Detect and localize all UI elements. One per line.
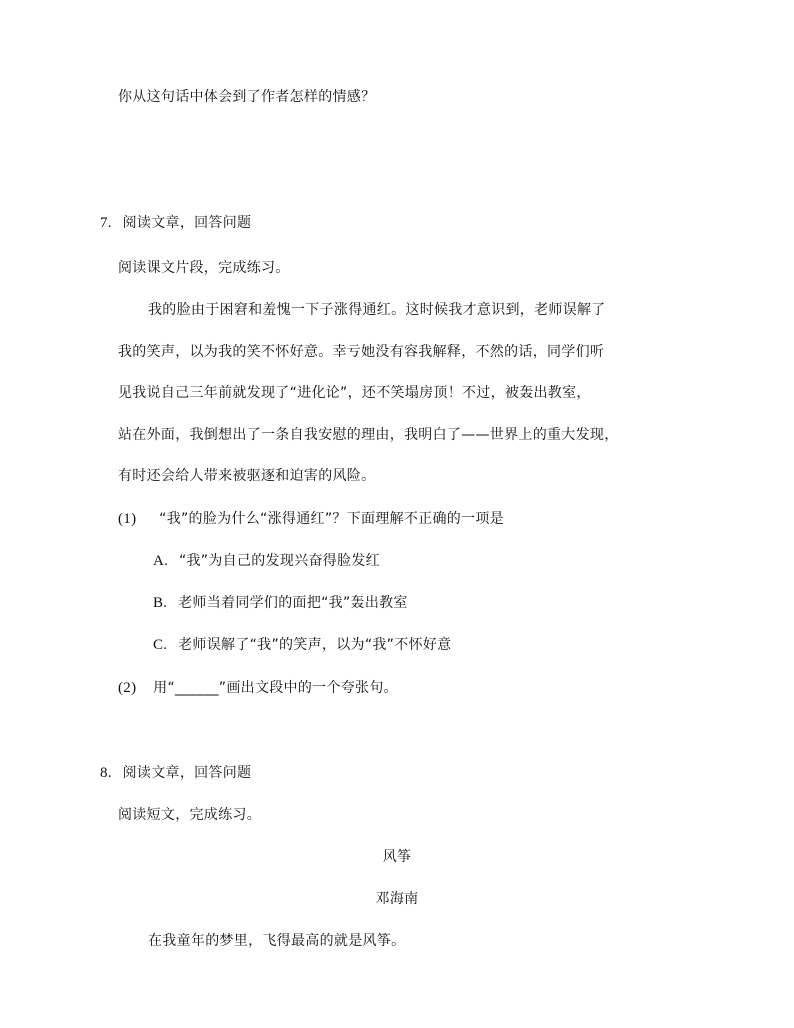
option-a	[153, 552, 380, 570]
passage-line-5: 有时还会给人带来被驱逐和迫害的风险。	[118, 468, 376, 484]
subquestion-1	[118, 510, 504, 528]
previous-question-prompt: 你从这句话中体会到了作者怎样的情感？	[118, 89, 376, 105]
subquestion-2	[118, 679, 398, 697]
option-b-letter: B.	[153, 595, 168, 611]
option-a-letter: A.	[153, 553, 169, 569]
option-c	[153, 636, 451, 654]
question-8-header	[100, 764, 251, 782]
question-7-header	[100, 214, 251, 232]
question-8-heading: 阅读文章，回答问题	[122, 765, 252, 781]
passage-line-4: 站在外面，我倒想出了一条自我安慰的理由，我明白了——世界上的重大发现，	[118, 427, 619, 443]
subquestion-2-label: (2)	[118, 680, 137, 696]
option-a-text: “我”为自己的发现兴奋得脸发红	[178, 553, 380, 569]
question-8-number: 8.	[100, 765, 112, 781]
article-author: 邓海南	[375, 891, 419, 907]
subquestion-1-text: “我”的脸为什么“涨得通红”？下面理解不正确的一项是	[159, 511, 504, 527]
question-8-instruction: 阅读短文，完成练习。	[118, 807, 261, 823]
passage-line-1: 我的脸由于困窘和羞愧一下子涨得通红。这时候我才意识到，老师误解了	[148, 302, 606, 318]
question-7-instruction: 阅读课文片段，完成练习。	[118, 260, 290, 276]
passage-line-2: 我的笑声，以为我的笑不怀好意。幸亏她没有容我解释，不然的话，同学们听	[118, 344, 605, 360]
option-c-text: 老师误解了“我”的笑声，以为“我”不怀好意	[178, 637, 452, 653]
article-first-line: 在我童年的梦里，飞得最高的就是风筝。	[148, 933, 406, 949]
option-c-letter: C.	[153, 637, 168, 653]
subquestion-2-text: 用“______”画出文段中的一个夸张句。	[153, 680, 398, 696]
question-7-heading: 阅读文章，回答问题	[122, 215, 252, 231]
option-b-text: 老师当着同学们的面把“我”轰出教室	[178, 595, 408, 611]
passage-line-3: 见我说自己三年前就发现了“进化论”，还不笑塌房顶！不过，被轰出教室，	[118, 385, 591, 401]
subquestion-1-label: (1)	[118, 511, 137, 527]
question-7-number: 7.	[100, 215, 112, 231]
option-b	[153, 594, 408, 612]
article-title: 风筝	[382, 849, 412, 865]
